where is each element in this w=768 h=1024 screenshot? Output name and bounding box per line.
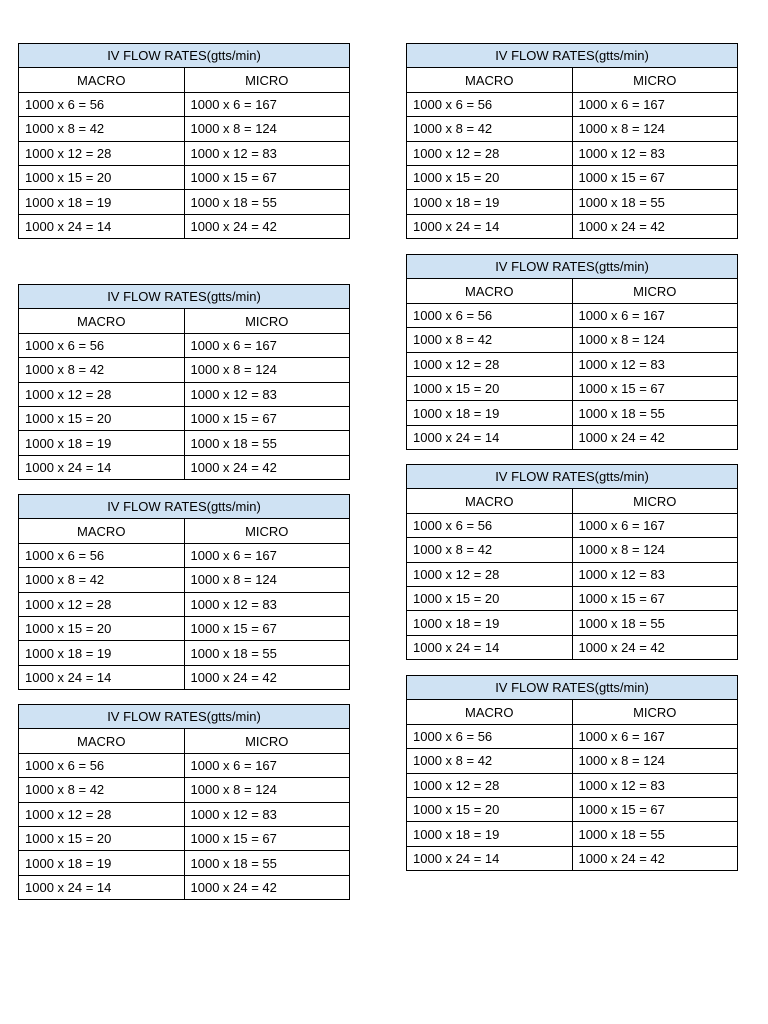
table-row — [407, 724, 738, 748]
macro-cell: 1000 x 15 = 20 — [407, 586, 573, 610]
table-title: IV FLOW RATES(gtts/min) — [19, 495, 350, 519]
micro-cell: 1000 x 12 = 83 — [572, 562, 738, 586]
table-row — [407, 611, 738, 635]
micro-cell: 1000 x 8 = 124 — [184, 568, 350, 592]
table-row — [407, 538, 738, 562]
macro-cell: 1000 x 8 = 42 — [407, 538, 573, 562]
micro-cell: 1000 x 8 = 124 — [572, 117, 738, 141]
table-row — [407, 117, 738, 141]
micro-header: MICRO — [572, 489, 738, 513]
table-row — [19, 616, 350, 640]
macro-cell: 1000 x 8 = 42 — [407, 117, 573, 141]
micro-cell: 1000 x 24 = 42 — [184, 665, 350, 689]
flow-rate-table — [406, 675, 738, 871]
micro-cell: 1000 x 8 = 124 — [184, 117, 350, 141]
micro-header: MICRO — [184, 68, 350, 92]
macro-cell: 1000 x 24 = 14 — [19, 214, 185, 238]
micro-cell: 1000 x 24 = 42 — [184, 214, 350, 238]
flow-rate-table — [18, 704, 350, 900]
micro-cell: 1000 x 6 = 167 — [184, 753, 350, 777]
flow-rate-card-right-3 — [406, 464, 738, 660]
macro-header: MACRO — [407, 279, 573, 303]
table-row — [407, 562, 738, 586]
macro-cell: 1000 x 6 = 56 — [407, 724, 573, 748]
macro-cell: 1000 x 15 = 20 — [407, 376, 573, 400]
micro-header: MICRO — [572, 279, 738, 303]
table-row — [19, 875, 350, 899]
macro-cell: 1000 x 24 = 14 — [19, 455, 185, 479]
micro-header: MICRO — [572, 700, 738, 724]
macro-cell: 1000 x 8 = 42 — [19, 778, 185, 802]
flow-rate-table — [406, 254, 738, 450]
table-row — [19, 592, 350, 616]
flow-rate-card-left-2 — [18, 284, 350, 480]
micro-cell: 1000 x 8 = 124 — [184, 358, 350, 382]
macro-cell: 1000 x 6 = 56 — [19, 543, 185, 567]
micro-cell: 1000 x 6 = 167 — [572, 724, 738, 748]
flow-rate-card-left-3 — [18, 494, 350, 690]
micro-cell: 1000 x 18 = 55 — [572, 611, 738, 635]
table-title: IV FLOW RATES(gtts/min) — [407, 676, 738, 700]
macro-cell: 1000 x 12 = 28 — [407, 141, 573, 165]
flow-rate-card-right-1 — [406, 43, 738, 239]
table-row — [407, 586, 738, 610]
micro-cell: 1000 x 12 = 83 — [184, 382, 350, 406]
macro-cell: 1000 x 8 = 42 — [19, 568, 185, 592]
macro-cell: 1000 x 18 = 19 — [19, 431, 185, 455]
macro-cell: 1000 x 15 = 20 — [407, 797, 573, 821]
table-title: IV FLOW RATES(gtts/min) — [19, 285, 350, 309]
micro-cell: 1000 x 24 = 42 — [572, 635, 738, 659]
macro-cell: 1000 x 12 = 28 — [19, 141, 185, 165]
micro-cell: 1000 x 15 = 67 — [572, 797, 738, 821]
macro-cell: 1000 x 12 = 28 — [19, 802, 185, 826]
macro-header: MACRO — [19, 729, 185, 753]
macro-cell: 1000 x 8 = 42 — [19, 358, 185, 382]
macro-cell: 1000 x 12 = 28 — [407, 352, 573, 376]
table-row — [19, 431, 350, 455]
micro-cell: 1000 x 18 = 55 — [572, 190, 738, 214]
flow-rate-table — [18, 494, 350, 690]
micro-cell: 1000 x 24 = 42 — [572, 846, 738, 870]
macro-cell: 1000 x 24 = 14 — [407, 846, 573, 870]
macro-cell: 1000 x 8 = 42 — [407, 328, 573, 352]
micro-cell: 1000 x 12 = 83 — [572, 773, 738, 797]
macro-cell: 1000 x 15 = 20 — [407, 165, 573, 189]
macro-cell: 1000 x 8 = 42 — [407, 749, 573, 773]
table-title: IV FLOW RATES(gtts/min) — [19, 44, 350, 68]
table-row — [407, 846, 738, 870]
table-row — [407, 797, 738, 821]
table-row — [407, 425, 738, 449]
table-row — [407, 165, 738, 189]
macro-cell: 1000 x 18 = 19 — [407, 190, 573, 214]
micro-cell: 1000 x 12 = 83 — [184, 141, 350, 165]
macro-cell: 1000 x 12 = 28 — [19, 382, 185, 406]
macro-cell: 1000 x 15 = 20 — [19, 406, 185, 430]
micro-cell: 1000 x 6 = 167 — [184, 333, 350, 357]
table-row — [407, 190, 738, 214]
table-row — [19, 358, 350, 382]
table-row — [407, 214, 738, 238]
micro-cell: 1000 x 15 = 67 — [184, 616, 350, 640]
table-row — [19, 333, 350, 357]
micro-cell: 1000 x 18 = 55 — [572, 822, 738, 846]
macro-header: MACRO — [19, 68, 185, 92]
table-row — [19, 753, 350, 777]
macro-header: MACRO — [407, 68, 573, 92]
macro-cell: 1000 x 15 = 20 — [19, 826, 185, 850]
micro-cell: 1000 x 6 = 167 — [572, 513, 738, 537]
macro-cell: 1000 x 15 = 20 — [19, 616, 185, 640]
macro-cell: 1000 x 24 = 14 — [19, 665, 185, 689]
table-row — [19, 117, 350, 141]
macro-cell: 1000 x 18 = 19 — [19, 851, 185, 875]
macro-cell: 1000 x 12 = 28 — [407, 773, 573, 797]
micro-cell: 1000 x 18 = 55 — [572, 401, 738, 425]
table-title: IV FLOW RATES(gtts/min) — [19, 705, 350, 729]
macro-cell: 1000 x 6 = 56 — [407, 513, 573, 537]
table-row — [407, 513, 738, 537]
micro-cell: 1000 x 8 = 124 — [572, 749, 738, 773]
micro-cell: 1000 x 24 = 42 — [184, 455, 350, 479]
table-row — [19, 92, 350, 116]
micro-cell: 1000 x 8 = 124 — [572, 538, 738, 562]
macro-header: MACRO — [407, 700, 573, 724]
micro-cell: 1000 x 12 = 83 — [572, 141, 738, 165]
macro-cell: 1000 x 24 = 14 — [407, 425, 573, 449]
macro-header: MACRO — [407, 489, 573, 513]
table-row — [407, 401, 738, 425]
micro-cell: 1000 x 24 = 42 — [184, 875, 350, 899]
macro-header: MACRO — [19, 309, 185, 333]
table-title: IV FLOW RATES(gtts/min) — [407, 44, 738, 68]
micro-cell: 1000 x 8 = 124 — [184, 778, 350, 802]
table-row — [19, 382, 350, 406]
micro-cell: 1000 x 18 = 55 — [184, 431, 350, 455]
macro-cell: 1000 x 18 = 19 — [407, 401, 573, 425]
macro-cell: 1000 x 6 = 56 — [19, 92, 185, 116]
table-row — [407, 635, 738, 659]
table-row — [19, 826, 350, 850]
table-row — [19, 778, 350, 802]
micro-cell: 1000 x 18 = 55 — [184, 641, 350, 665]
macro-cell: 1000 x 18 = 19 — [407, 822, 573, 846]
macro-cell: 1000 x 18 = 19 — [407, 611, 573, 635]
table-row — [19, 141, 350, 165]
table-row — [19, 641, 350, 665]
macro-cell: 1000 x 24 = 14 — [19, 875, 185, 899]
table-row — [407, 376, 738, 400]
micro-cell: 1000 x 6 = 167 — [184, 543, 350, 567]
micro-cell: 1000 x 12 = 83 — [184, 802, 350, 826]
micro-cell: 1000 x 15 = 67 — [184, 406, 350, 430]
macro-cell: 1000 x 12 = 28 — [19, 592, 185, 616]
table-row — [407, 92, 738, 116]
flow-rate-card-right-4 — [406, 675, 738, 871]
macro-cell: 1000 x 6 = 56 — [407, 303, 573, 327]
micro-cell: 1000 x 6 = 167 — [572, 303, 738, 327]
table-title: IV FLOW RATES(gtts/min) — [407, 255, 738, 279]
macro-cell: 1000 x 6 = 56 — [407, 92, 573, 116]
table-row — [407, 303, 738, 327]
flow-rate-table — [406, 464, 738, 660]
macro-cell: 1000 x 18 = 19 — [19, 641, 185, 665]
table-row — [407, 352, 738, 376]
micro-cell: 1000 x 15 = 67 — [572, 165, 738, 189]
micro-cell: 1000 x 6 = 167 — [572, 92, 738, 116]
table-row — [19, 214, 350, 238]
macro-header: MACRO — [19, 519, 185, 543]
macro-cell: 1000 x 12 = 28 — [407, 562, 573, 586]
macro-cell: 1000 x 6 = 56 — [19, 753, 185, 777]
table-row — [407, 822, 738, 846]
micro-cell: 1000 x 18 = 55 — [184, 851, 350, 875]
micro-header: MICRO — [184, 309, 350, 333]
table-row — [19, 543, 350, 567]
micro-cell: 1000 x 8 = 124 — [572, 328, 738, 352]
micro-cell: 1000 x 12 = 83 — [184, 592, 350, 616]
table-title: IV FLOW RATES(gtts/min) — [407, 465, 738, 489]
macro-cell: 1000 x 6 = 56 — [19, 333, 185, 357]
micro-cell: 1000 x 15 = 67 — [184, 165, 350, 189]
table-row — [407, 749, 738, 773]
table-row — [19, 455, 350, 479]
macro-cell: 1000 x 24 = 14 — [407, 635, 573, 659]
flow-rate-card-left-1 — [18, 43, 350, 239]
micro-header: MICRO — [184, 729, 350, 753]
micro-cell: 1000 x 6 = 167 — [184, 92, 350, 116]
table-row — [19, 851, 350, 875]
micro-cell: 1000 x 12 = 83 — [572, 352, 738, 376]
micro-header: MICRO — [184, 519, 350, 543]
table-row — [19, 165, 350, 189]
micro-cell: 1000 x 18 = 55 — [184, 190, 350, 214]
table-row — [19, 802, 350, 826]
micro-cell: 1000 x 24 = 42 — [572, 214, 738, 238]
flow-rate-card-right-2 — [406, 254, 738, 450]
micro-cell: 1000 x 24 = 42 — [572, 425, 738, 449]
table-row — [407, 328, 738, 352]
flow-rate-table — [18, 284, 350, 480]
table-row — [19, 568, 350, 592]
table-row — [407, 141, 738, 165]
macro-cell: 1000 x 24 = 14 — [407, 214, 573, 238]
micro-header: MICRO — [572, 68, 738, 92]
flow-rate-table — [18, 43, 350, 239]
flow-rate-table — [406, 43, 738, 239]
flow-rate-card-left-4 — [18, 704, 350, 900]
table-row — [407, 773, 738, 797]
macro-cell: 1000 x 18 = 19 — [19, 190, 185, 214]
table-row — [19, 665, 350, 689]
micro-cell: 1000 x 15 = 67 — [184, 826, 350, 850]
macro-cell: 1000 x 8 = 42 — [19, 117, 185, 141]
micro-cell: 1000 x 15 = 67 — [572, 586, 738, 610]
table-row — [19, 190, 350, 214]
table-row — [19, 406, 350, 430]
micro-cell: 1000 x 15 = 67 — [572, 376, 738, 400]
macro-cell: 1000 x 15 = 20 — [19, 165, 185, 189]
